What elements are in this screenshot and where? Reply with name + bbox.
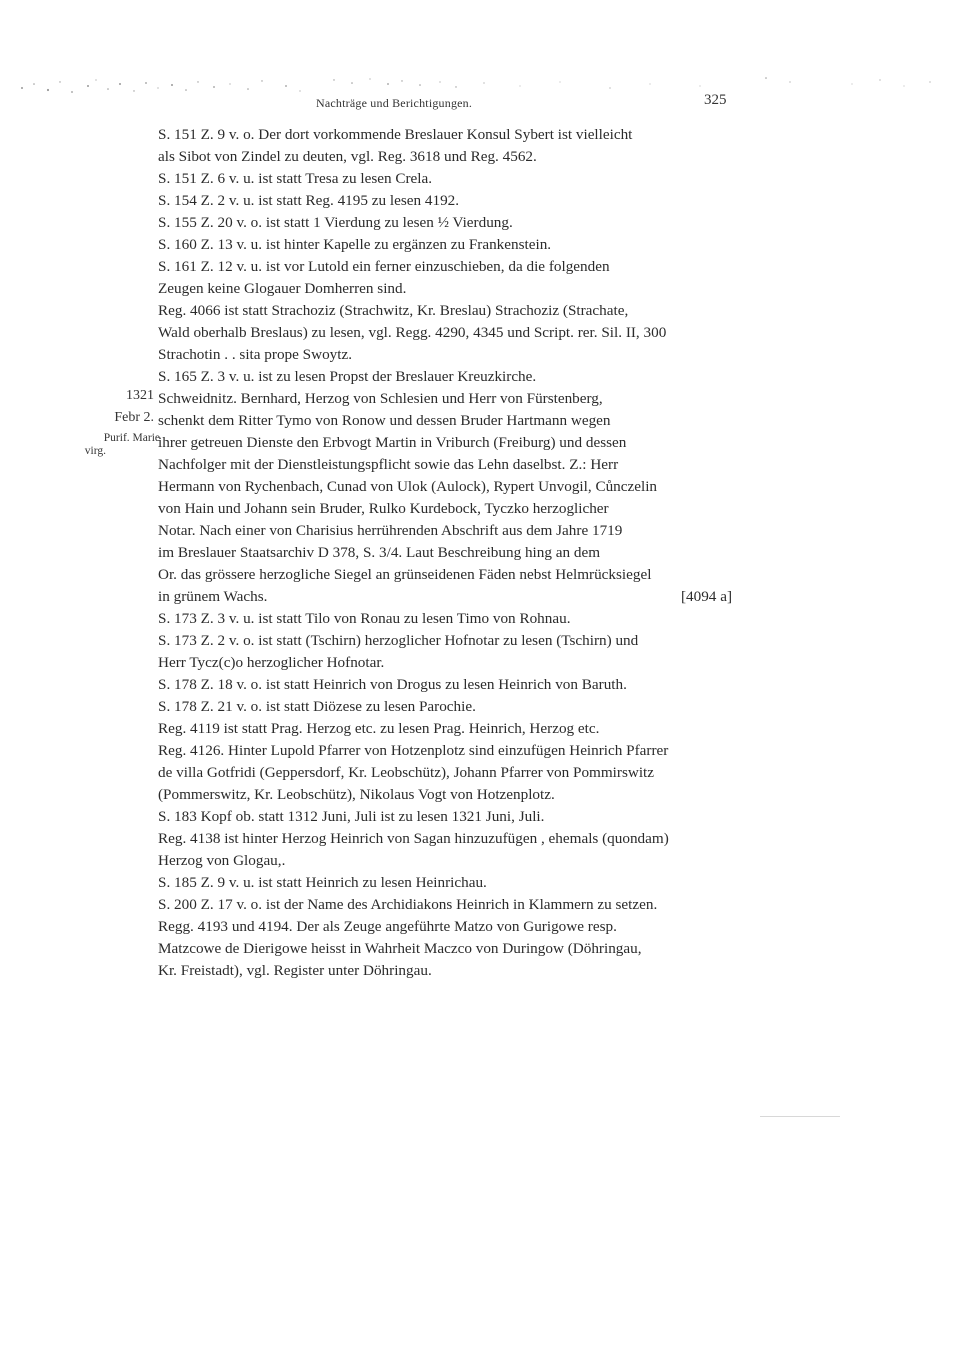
- text-line: Herzog von Glogau,.: [158, 852, 286, 869]
- margin-date: Febr 2.: [114, 410, 154, 425]
- scan-speckle-noise: [0, 70, 960, 110]
- text-line: S. 154 Z. 2 v. u. ist statt Reg. 4195 zu lesen 4192.: [158, 192, 460, 209]
- correction-entry: [158, 168, 732, 190]
- text-line: Reg. 4119 ist statt Prag. Herzog etc. zu lesen Prag. Heinrich, Herzog etc.: [158, 720, 600, 737]
- correction-entry: [158, 806, 732, 828]
- scan-mark-line: [760, 1116, 840, 1117]
- correction-entry: [158, 828, 732, 872]
- text-line: (Pommerswitz, Kr. Leobschütz), Nikolaus Vogt von Hotzenplotz.: [158, 786, 555, 803]
- text-line: im Breslauer Staatsarchiv D 378, S. 3/4. Laut Beschreibung hing an dem: [158, 544, 601, 561]
- text-line: S. 155 Z. 20 v. o. ist statt 1 Vierdung zu lesen ½ Vierdung.: [158, 214, 513, 231]
- correction-entry: [158, 366, 732, 388]
- text-line: S. 178 Z. 21 v. o. ist statt Diözese zu lesen Parochie.: [158, 698, 476, 715]
- correction-entry: [158, 872, 732, 894]
- text-line: von Hain und Johann sein Bruder, Rulko Kurdebock, Tyczko herzoglicher: [158, 500, 609, 517]
- correction-entry: [158, 718, 732, 740]
- text-line: S. 178 Z. 18 v. o. ist statt Heinrich von Drogus zu lesen Heinrich von Baruth.: [158, 676, 627, 693]
- text-line: Hermann von Rychenbach, Cunad von Ulok (Aulock), Rypert Unvogil, Cůnczelin: [158, 478, 658, 495]
- correction-entry: [158, 190, 732, 212]
- correction-entry: [158, 124, 732, 168]
- correction-entry: [158, 740, 732, 806]
- correction-entry: [158, 256, 732, 300]
- text-line: S. 161 Z. 12 v. u. ist vor Lutold ein ferner einzuschieben, da die folgenden: [158, 258, 610, 275]
- text-line: S. 200 Z. 17 v. o. ist der Name des Archidiakons Heinrich in Klammern zu setzen.: [158, 896, 658, 913]
- text-line: S. 151 Z. 9 v. o. Der dort vorkommende Breslauer Konsul Sybert ist vielleicht: [158, 126, 633, 143]
- running-header: Nachträge und Berichtigungen.: [316, 96, 473, 110]
- text-line: S. 173 Z. 2 v. o. ist statt (Tschirn) herzoglicher Hofnotar zu lesen (Tschirn) und: [158, 632, 639, 649]
- text-line: Matzcowe de Dierigowe heisst in Wahrheit Maczco von Duringow (Döhringau,: [158, 940, 642, 957]
- text-line: Nachfolger mit der Dienstleistungspflicht sowie das Lehn daselbst. Z.: Herr: [158, 456, 619, 473]
- regest-number: [4094 a]: [680, 588, 732, 605]
- page-number: 325: [704, 92, 727, 108]
- margin-year: 1321: [126, 388, 154, 403]
- correction-entry: [158, 212, 732, 234]
- text-line: Reg. 4066 ist statt Strachoziz (Strachwitz, Kr. Breslau) Strachoziz (Strachate,: [158, 302, 629, 319]
- text-line: Kr. Freistadt), vgl. Register unter Döhringau.: [158, 962, 432, 979]
- text-line: Strachotin . . sita prope Swoytz.: [158, 346, 353, 363]
- text-line: de villa Gotfridi (Geppersdorf, Kr. Leobschütz), Johann Pfarrer von Pommirswitz: [158, 764, 655, 781]
- correction-entry: [158, 630, 732, 674]
- correction-entry: [158, 300, 732, 366]
- text-line: Regg. 4193 und 4194. Der als Zeuge angeführte Matzo von Gurigowe resp.: [158, 918, 617, 935]
- text-fragment: in grünem Wachs.: [158, 588, 268, 605]
- text-line: Reg. 4126. Hinter Lupold Pfarrer von Hotzenplotz sind einzufügen Heinrich Pfarrer: [158, 742, 669, 759]
- margin-feast-line: virg.: [84, 445, 106, 457]
- correction-entry: [158, 234, 732, 256]
- text-line: Reg. 4138 ist hinter Herzog Heinrich von Sagan hinzuzufügen , ehemals (quondam): [158, 830, 669, 847]
- text-line: Herr Tycz(c)o herzoglicher Hofnotar.: [158, 654, 385, 671]
- margin-feast: [84, 432, 160, 458]
- correction-entry: [158, 894, 732, 916]
- text-line-last: [158, 586, 732, 608]
- text-line: Wald oberhalb Breslaus) zu lesen, vgl. Regg. 4290, 4345 und Script. rer. Sil. II, 300: [158, 324, 667, 341]
- correction-entry: [158, 608, 732, 630]
- charter-regest: [158, 388, 732, 608]
- text-line: S. 185 Z. 9 v. u. ist statt Heinrich zu lesen Heinrichau.: [158, 874, 487, 891]
- text-line: S. 173 Z. 3 v. u. ist statt Tilo von Ronau zu lesen Timo von Rohnau.: [158, 610, 571, 627]
- corrections-list: [158, 124, 732, 982]
- margin-feast-line: Purif. Marie: [103, 432, 160, 444]
- text-line: Zeugen keine Glogauer Domherren sind.: [158, 280, 407, 297]
- text-line: S. 165 Z. 3 v. u. ist zu lesen Propst der Breslauer Kreuzkirche.: [158, 368, 537, 385]
- text-line: als Sibot von Zindel zu deuten, vgl. Reg. 3618 und Reg. 4562.: [158, 148, 537, 165]
- text-line: Notar. Nach einer von Charisius herrührenden Abschrift aus dem Jahre 1719: [158, 522, 623, 539]
- correction-entry: [158, 674, 732, 696]
- text-line: S. 183 Kopf ob. statt 1312 Juni, Juli ist zu lesen 1321 Juni, Juli.: [158, 808, 545, 825]
- correction-entry: [158, 696, 732, 718]
- text-line: S. 151 Z. 6 v. u. ist statt Tresa zu lesen Crela.: [158, 170, 433, 187]
- text-line: S. 160 Z. 13 v. u. ist hinter Kapelle zu ergänzen zu Frankenstein.: [158, 236, 552, 253]
- text-line: ihrer getreuen Dienste den Erbvogt Martin in Vriburch (Freiburg) und dessen: [158, 434, 627, 451]
- text-line: schenkt dem Ritter Tymo von Ronow und dessen Bruder Hartmann wegen: [158, 412, 611, 429]
- correction-entry: [158, 916, 732, 982]
- text-line: Schweidnitz. Bernhard, Herzog von Schlesien und Herr von Fürstenberg,: [158, 390, 603, 407]
- text-line: Or. das grössere herzogliche Siegel an grünseidenen Fäden nebst Helmrücksiegel: [158, 566, 652, 583]
